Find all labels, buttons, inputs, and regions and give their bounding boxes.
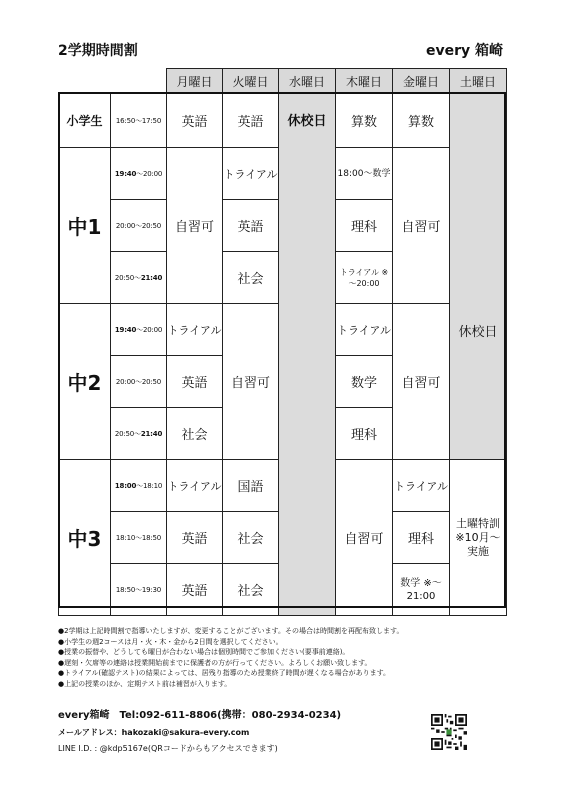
note-item: ●授業の振替や、どうしても曜日が合わない場合は個別時間でご参加ください(要事前連絡)。 (58, 648, 350, 656)
day-header-tue: 火曜日 (223, 69, 279, 94)
grade-chu2: 中2 (59, 304, 111, 460)
class-cell: 自習可 (223, 304, 279, 460)
note-item: ●遅刻・欠席等の連絡は授業開始前までに保護者の方が行ってください。よろしくお願い致します。 (58, 658, 372, 667)
class-cell: 算数 (336, 94, 393, 148)
contact-block (58, 706, 341, 754)
class-cell: 英語 (223, 94, 279, 148)
wed-closed-cell: 休校日 (279, 94, 336, 616)
class-cell: 社会 (223, 512, 279, 564)
elem-row (59, 94, 507, 148)
class-cell: 自習可 (393, 304, 450, 460)
time-slot: 20:50～21:40 (111, 408, 167, 460)
contact-line-id: LINE I.D. : @kdp5167e(QRコードからもアクセスできます) (58, 744, 278, 753)
class-cell: 社会 (223, 252, 279, 304)
notes-list (58, 626, 518, 689)
class-cell: 算数 (393, 94, 450, 148)
class-cell: トライアル ※～20:00 (336, 252, 393, 304)
time-slot: 16:50～17:50 (111, 94, 167, 148)
class-cell: 自習可 (336, 460, 393, 616)
sat-special-cell: 土曜特訓 ※10月～ 実施 (450, 460, 507, 616)
class-cell: トライアル (167, 304, 223, 356)
note-item: ●上記の授業のほか、定期テスト前は補習が入ります。 (58, 679, 232, 688)
time-slot: 19:40～20:00 (111, 148, 167, 200)
time-slot: 20:50～21:40 (111, 252, 167, 304)
qr-code-icon[interactable] (431, 714, 467, 750)
class-cell: 理科 (336, 408, 393, 460)
class-cell: トライアル (223, 148, 279, 200)
contact-phone: every箱崎 Tel:092-611-8806(携帯：080-2934-0234) (58, 710, 342, 721)
page-title: 2学期時間割 (58, 43, 138, 59)
class-cell: 自習可 (393, 148, 450, 304)
timetable (58, 68, 507, 616)
contact-email: メールアドレス：hakozaki@sakura-every.com (58, 728, 250, 737)
time-slot: 18:50～19:30 (111, 564, 167, 616)
class-cell: 数学 ※～21:00 (393, 564, 450, 616)
class-cell: 社会 (167, 408, 223, 460)
time-slot: 18:10～18:50 (111, 512, 167, 564)
grade-chu3: 中3 (59, 460, 111, 616)
header-row (59, 69, 507, 94)
time-slot: 19:40～20:00 (111, 304, 167, 356)
class-cell: 18:00～数学 (336, 148, 393, 200)
note-item: ●2学期は上記時間割で指導いたしますが、変更することがございます。その場合は時間割を再配布致します。 (58, 627, 404, 635)
day-header-mon: 月曜日 (167, 69, 223, 94)
sat-closed-label: 休校日 (458, 325, 498, 340)
time-slot: 20:00～20:50 (111, 200, 167, 252)
header-blank (59, 69, 167, 94)
note-item: ●トライアル(確認テスト)の結果によっては、居残り指導のため授業終了時間が遅くなる場合があります。 (58, 669, 391, 677)
grade-elementary: 小学生 (59, 94, 111, 148)
class-cell: トライアル (393, 460, 450, 512)
day-header-wed: 水曜日 (279, 69, 336, 94)
note-item: ●小学生の週2コースは月・火・木・金から2日間を選択してください。 (58, 637, 283, 646)
class-cell: 社会 (223, 564, 279, 616)
class-cell: トライアル (336, 304, 393, 356)
class-cell: 英語 (167, 512, 223, 564)
class-cell: 理科 (336, 200, 393, 252)
sat-closed-cell (450, 94, 507, 460)
day-header-thu: 木曜日 (336, 69, 393, 94)
class-cell: 英語 (167, 564, 223, 616)
grade-chu1: 中1 (59, 148, 111, 304)
time-slot: 20:00～20:50 (111, 356, 167, 408)
class-cell: 英語 (167, 94, 223, 148)
school-brand: every 箱崎 (425, 43, 503, 59)
day-header-sat: 土曜日 (450, 69, 507, 94)
class-cell: 英語 (167, 356, 223, 408)
class-cell: トライアル (167, 460, 223, 512)
class-cell: 国語 (223, 460, 279, 512)
day-header-fri: 金曜日 (393, 69, 450, 94)
class-cell: 英語 (223, 200, 279, 252)
class-cell: 数学 (336, 356, 393, 408)
class-cell: 自習可 (167, 148, 223, 304)
time-slot: 18:00～18:10 (111, 460, 167, 512)
class-cell: 理科 (393, 512, 450, 564)
